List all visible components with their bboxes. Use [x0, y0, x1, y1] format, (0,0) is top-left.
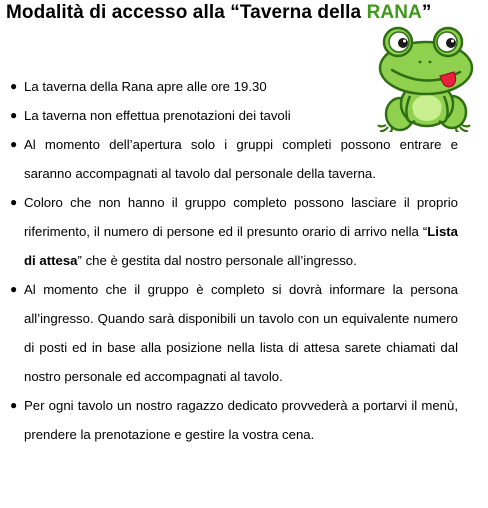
bullet-icon: ● — [10, 195, 18, 209]
list-item-text: Al momento che il gruppo è completo si dovrà informare la persona all’ingresso. Quando sarà disponibili un tavolo con un equivalente numero di posti ed in base alla posizione nella lista di attesa sarete chiamati dal nostro personale ed accompagnati al tavolo. — [24, 282, 458, 384]
title-rana-highlight: RANA — [366, 2, 422, 23]
list-item — [10, 188, 458, 275]
waiting-list-label: Lista di attesa — [24, 224, 458, 268]
page-title — [6, 2, 431, 24]
list-item-text-before: Coloro che non hanno il gruppo completo possono lasciare il proprio riferimento, il numero di persone ed il presunto orario di arrivo nella “ — [24, 195, 458, 239]
title-prefix: Modalità di accesso alla “Taverna della — [6, 2, 367, 23]
list-item-text: La taverna della Rana apre alle ore 19.30 — [24, 79, 267, 94]
list-item — [10, 275, 458, 391]
bullet-icon: ● — [10, 79, 18, 93]
list-item — [10, 391, 458, 449]
list-item — [10, 72, 376, 101]
list-item-text: Al momento dell’apertura solo i gruppi completi possono entrare e saranno accompagnati al tavolo dal personale della taverna. — [24, 137, 458, 181]
list-item — [10, 130, 458, 188]
list-item-text: La taverna non effettua prenotazioni dei tavoli — [24, 108, 291, 123]
title-suffix: ” — [421, 2, 432, 23]
bullet-icon: ● — [10, 282, 18, 296]
list-item-text: Per ogni tavolo un nostro ragazzo dedicato provvederà a portarvi il menù, prendere la prenotazione e gestire la vostra cena. — [24, 398, 458, 442]
bullet-icon: ● — [10, 137, 18, 151]
bullet-icon: ● — [10, 398, 18, 412]
rules-list — [10, 72, 458, 449]
bullet-icon: ● — [10, 108, 18, 122]
list-item-text-after: ” che è gestita dal nostro personale all’ingresso. — [77, 253, 357, 268]
list-item — [10, 101, 376, 130]
